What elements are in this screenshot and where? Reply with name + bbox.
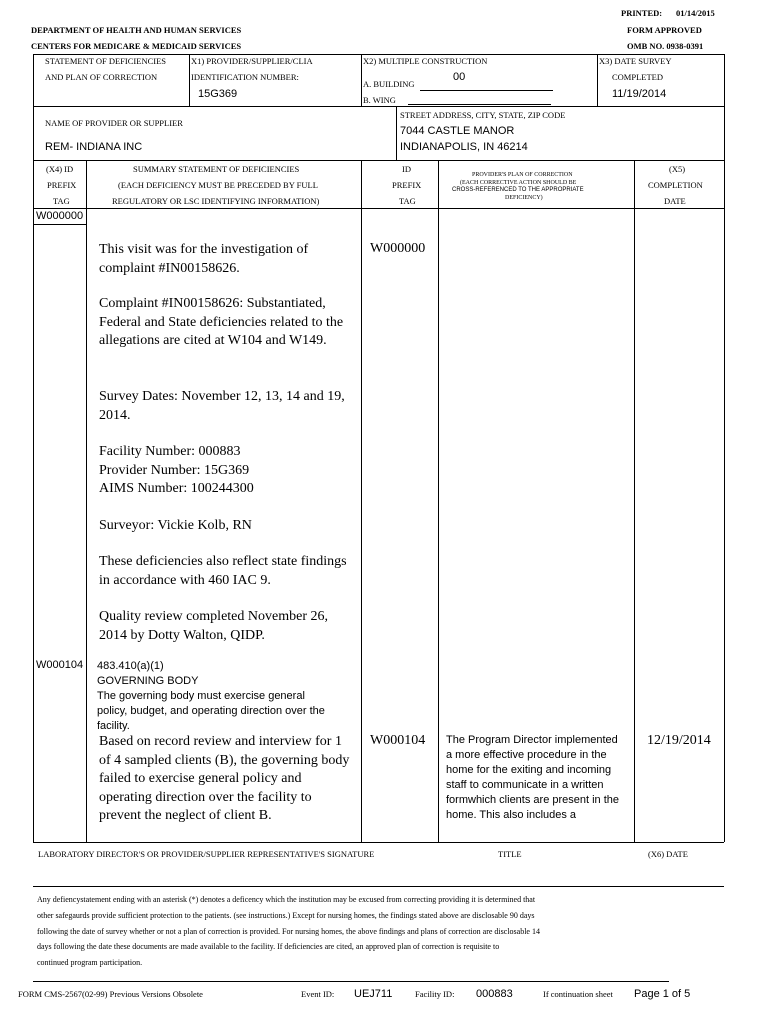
disclaimer-line-4: days following the date these documents are made available to the facility. If deficiencies are cited, an approved plan of correction is requisite to <box>37 942 500 951</box>
disclaimer-line-2: other safegaurds provide sufficient protection to the patients. (see instructions.) Except for nursing homes, the findings stated above are disclosable 90 days <box>37 911 535 920</box>
facility-number: Facility Number: 000883 <box>99 444 241 459</box>
paragraph-quality-review: Quality review completed November 26, 2014 by Dotty Walton, QIDP. <box>99 609 328 643</box>
plan-of-correction-text: The Program Director implemented a more effective procedure in the home for the exiting and incoming staff to communicate in a written formwhich clients are present in the home. This also includes a <box>446 734 620 821</box>
disclaimer-line-3: following the date of survey whether or not a plan of correction is provided. For nursing homes, the above findings and plans of correction are disclosable 14 <box>37 927 540 936</box>
page-number: Page 1 of 5 <box>634 988 691 1000</box>
disclaimer-line-5: continued program participation. <box>37 958 143 967</box>
regulation-number: 483.410(a)(1) <box>97 660 164 672</box>
col-summary-3: REGULATORY OR LSC IDENTIFYING INFORMATION) <box>112 196 320 206</box>
col-plan-1: PROVIDER'S PLAN OF CORRECTION <box>472 172 573 178</box>
statement-label-1: STATEMENT OF DEFICIENCIES <box>45 56 167 66</box>
regulation-title: GOVERNING BODY <box>97 675 199 687</box>
printed-label: PRINTED: <box>621 8 663 18</box>
provider-id-value: 15G369 <box>198 88 238 100</box>
title-label: TITLE <box>498 849 522 859</box>
provider-name-value: REM- INDIANA INC <box>45 141 143 153</box>
omb-number: OMB NO. 0938-0391 <box>627 41 704 51</box>
disclaimer-line-1: Any defiencystatement ending with an asterisk (*) denotes a deficency which the institution may be excused from correcting providing it is determined that <box>37 895 536 904</box>
x3-label: X3) DATE SURVEY <box>599 56 672 66</box>
paragraph-complaint: Complaint #IN00158626: Substantiated, Federal and State deficiencies related to the allegations are cited at W104 and W149. <box>99 296 344 348</box>
continuation-label: If continuation sheet <box>543 989 613 999</box>
col-x4-prefix: PREFIX <box>47 180 77 190</box>
address-label: STREET ADDRESS, CITY, STATE, ZIP CODE <box>400 110 566 120</box>
x1-label-2: IDENTIFICATION NUMBER: <box>191 72 299 82</box>
building-label: A. BUILDING <box>363 79 415 89</box>
col-x5-completion: COMPLETION <box>648 180 703 190</box>
event-id-value: UEJ711 <box>354 988 393 1000</box>
building-value: 00 <box>453 71 466 83</box>
col-x4-tag: TAG <box>53 196 70 206</box>
prefix-tag-w000000: W000000 <box>36 210 84 222</box>
col-id-prefix: PREFIX <box>392 180 422 190</box>
col-summary-1: SUMMARY STATEMENT OF DEFICIENCIES <box>133 164 300 174</box>
event-id-label: Event ID: <box>301 989 335 999</box>
x6-date-label: (X6) DATE <box>648 849 688 859</box>
id-tag-w000000: W000000 <box>370 241 426 256</box>
col-plan-2: (EACH CORRECTIVE ACTION SHOULD BE <box>460 180 577 186</box>
signature-label: LABORATORY DIRECTOR'S OR PROVIDER/SUPPLIER REPRESENTATIVE'S SIGNATURE <box>38 849 375 859</box>
col-x5: (X5) <box>669 164 686 174</box>
facility-id-value: 000883 <box>476 988 513 1000</box>
paragraph-visit: This visit was for the investigation of complaint #IN00158626. <box>99 242 309 276</box>
id-tag-w000104: W000104 <box>370 733 426 748</box>
aims-number: AIMS Number: 100244300 <box>99 481 254 496</box>
col-id: ID <box>402 164 411 174</box>
x1-label: X1) PROVIDER/SUPPLIER/CLIA <box>191 56 313 66</box>
regulation-text: The governing body must exercise general policy, budget, and operating direction over the facility. <box>97 690 325 732</box>
address-line-1: 7044 CASTLE MANOR <box>400 125 515 137</box>
address-line-2: INDIANAPOLIS, IN 46214 <box>400 141 528 153</box>
col-summary-2: (EACH DEFICIENCY MUST BE PRECEDED BY FULL <box>118 180 318 190</box>
col-x5-date: DATE <box>664 196 686 206</box>
provider-number: Provider Number: 15G369 <box>99 463 250 478</box>
x2-label: X2) MULTIPLE CONSTRUCTION <box>363 56 488 66</box>
facility-id-label: Facility ID: <box>415 989 455 999</box>
statement-label-2: AND PLAN OF CORRECTION <box>45 72 158 82</box>
form-number: FORM CMS-2567(02-99) Previous Versions Obsolete <box>18 989 203 999</box>
col-plan-3: CROSS-REFERENCED TO THE APPROPRIATE <box>452 187 584 193</box>
paragraph-finding: Based on record review and interview for 1 of 4 sampled clients (B), the governing body failed to exercise general policy and operating direction over the facility to prevent the neglect of client B. <box>99 734 350 823</box>
provider-name-label: NAME OF PROVIDER OR SUPPLIER <box>45 118 183 128</box>
completion-date: 12/19/2014 <box>647 733 711 748</box>
prefix-tag-w000104: W000104 <box>36 659 84 671</box>
x3-label-2: COMPLETED <box>612 72 663 82</box>
department-name: DEPARTMENT OF HEALTH AND HUMAN SERVICES <box>31 25 242 35</box>
survey-completed-date: 11/19/2014 <box>612 88 667 100</box>
surveyor: Surveyor: Vickie Kolb, RN <box>99 518 252 533</box>
paragraph-survey-dates: Survey Dates: November 12, 13, 14 and 19, 2014. <box>99 389 345 423</box>
paragraph-state-findings: These deficiencies also reflect state findings in accordance with 460 IAC 9. <box>99 554 347 588</box>
printed-date: 01/14/2015 <box>676 8 715 18</box>
col-plan-4: DEFICIENCY) <box>505 195 543 201</box>
col-x4-id: (X4) ID <box>46 164 74 174</box>
agency-name: CENTERS FOR MEDICARE & MEDICAID SERVICES <box>31 41 242 51</box>
wing-label: B. WING <box>363 95 396 105</box>
col-id-tag: TAG <box>399 196 416 206</box>
form-approved: FORM APPROVED <box>627 25 702 35</box>
